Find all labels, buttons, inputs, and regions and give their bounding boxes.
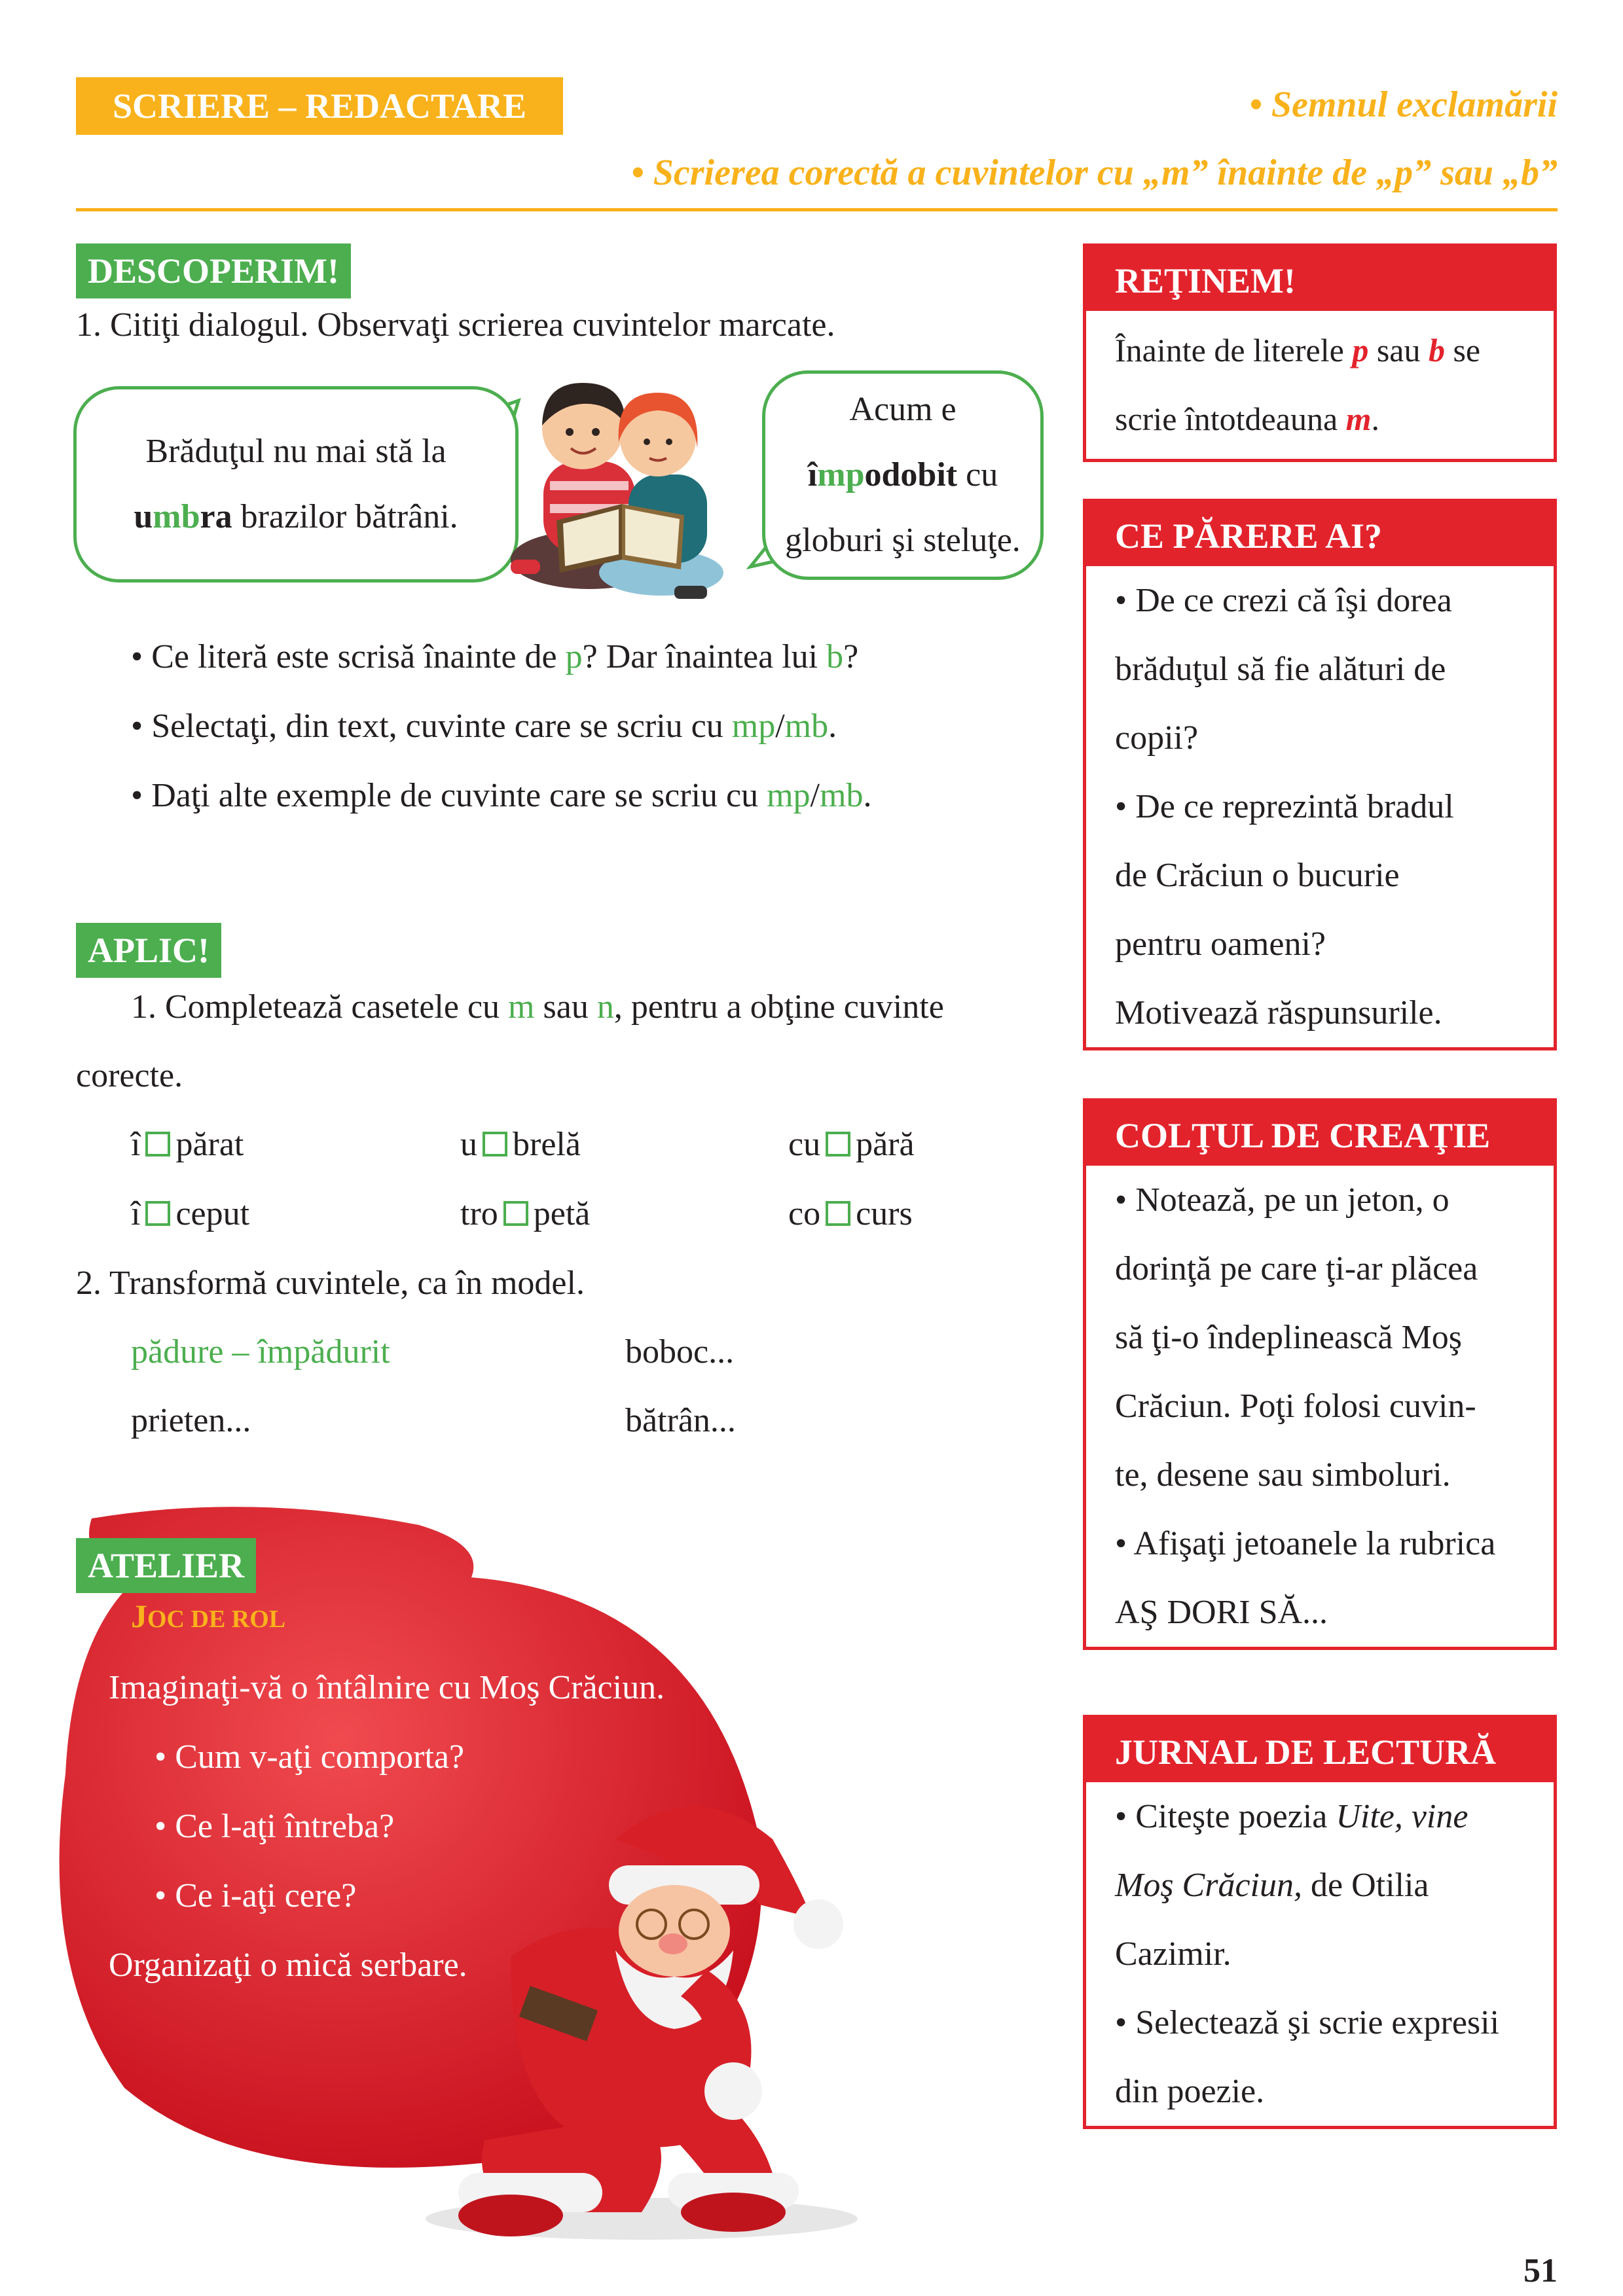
page-number: 51	[1523, 2252, 1558, 2289]
transform-item: boboc...	[625, 1333, 735, 1371]
creatie-line: dorinţă pe care ţi-ar plăcea	[1115, 1250, 1478, 1287]
fill-word[interactable]: u brelă	[460, 1126, 581, 1163]
creatie-line: te, desene sau simboluri.	[1115, 1456, 1451, 1494]
jurnal-line: • Selectează şi scrie expresii	[1115, 2004, 1500, 2041]
letter-box[interactable]	[483, 1132, 507, 1157]
creatie-title: COLŢUL DE CREAŢIE	[1086, 1102, 1554, 1166]
jurnal-line: Cazimir.	[1115, 1935, 1231, 1973]
parere-title: CE PĂRERE AI?	[1086, 502, 1554, 566]
retinem-line1: Înainte de literele p sau b se	[1115, 332, 1481, 368]
header-divider	[76, 208, 1558, 211]
letter-box[interactable]	[145, 1201, 170, 1226]
atelier-bullet: • Cum v-aţi comporta?	[155, 1738, 465, 1776]
parere-line: pentru oameni?	[1115, 925, 1326, 963]
atelier-bullet: • Ce l-aţi întreba?	[155, 1808, 395, 1845]
letter-box[interactable]	[145, 1132, 170, 1157]
parere-line: Motivează răspunsurile.	[1115, 994, 1442, 1031]
bubble-left-line1: Brăduţul nu mai stă la	[145, 433, 447, 470]
letter-box[interactable]	[503, 1201, 528, 1226]
creatie-line: • Afişaţi jetoanele la rubrica	[1115, 1525, 1496, 1562]
apply-tag: APLIC!	[76, 923, 221, 978]
atelier-bullet: • Ce i-aţi cere?	[155, 1877, 357, 1914]
fill-word[interactable]: co curs	[788, 1195, 913, 1232]
creatie-line: să ţi-o îndeplinească Moş	[1115, 1319, 1462, 1356]
speech-bubble-right	[762, 370, 1044, 580]
topic-m-before-p-b: • Scrierea corectă a cuvintelor cu „m” înainte de „p” sau „b”	[631, 152, 1558, 193]
parere-box	[1083, 499, 1557, 1050]
parere-line: • De ce crezi că îşi dorea	[1115, 582, 1452, 619]
retinem-line2: scrie întotdeauna m.	[1115, 401, 1380, 437]
topic-exclamation: • Semnul exclamării	[1249, 84, 1558, 125]
section-tag: SCRIERE – REDACTARE	[76, 77, 563, 135]
apply-exercise-2: 2. Transformă cuvintele, ca în model.	[76, 1265, 585, 1302]
retinem-box	[1083, 243, 1557, 462]
atelier-outro: Organizaţi o mică serbare.	[109, 1946, 467, 1984]
jurnal-title: JURNAL DE LECTURĂ	[1086, 1718, 1554, 1782]
creatie-box	[1083, 1098, 1557, 1650]
question-1: • Ce literă este scrisă înainte de p? Dar înaintea lui b?	[131, 638, 859, 675]
parere-line: brăduţul să fie alături de	[1115, 651, 1446, 688]
atelier-tag: ATELIER	[76, 1538, 256, 1593]
jurnal-line: din poezie.	[1115, 2073, 1265, 2110]
letter-box[interactable]	[826, 1201, 850, 1226]
question-3: • Daţi alte exemple de cuvinte care se scriu cu mp/mb.	[131, 777, 872, 814]
transform-item: bătrân...	[625, 1402, 736, 1439]
bubble-left-line2: umbra brazilor bătrâni.	[134, 498, 458, 535]
parere-line: de Crăciun o bucurie	[1115, 857, 1400, 894]
atelier-subtitle: JOC DE ROL	[131, 1598, 286, 1634]
creatie-line: AŞ DORI SĂ...	[1115, 1594, 1328, 1631]
fill-word[interactable]: cu pără	[788, 1126, 915, 1163]
atelier-intro: Imaginaţi-vă o întâlnire cu Moş Crăciun.	[109, 1669, 665, 1706]
transform-item: prieten...	[131, 1402, 251, 1439]
children-reading-illustration	[498, 363, 740, 612]
fill-word[interactable]: î părat	[131, 1126, 244, 1163]
creatie-line: Crăciun. Poţi folosi cuvin-	[1115, 1388, 1476, 1425]
bubble-right-line2: împodobit cu	[807, 456, 998, 493]
question-2: • Selectaţi, din text, cuvinte care se scriu cu mp/mb.	[131, 708, 837, 745]
fill-word[interactable]: tro petă	[460, 1195, 591, 1232]
bubble-right-line1: Acum e	[849, 391, 957, 428]
fill-word[interactable]: î ceput	[131, 1195, 250, 1232]
discover-instruction: 1. Citiţi dialogul. Observaţi scrierea cuvintelor marcate.	[76, 306, 835, 344]
retinem-title: REŢINEM!	[1086, 247, 1554, 311]
apply-exercise-1-cont: corecte.	[76, 1057, 183, 1094]
discover-tag: DESCOPERIM!	[76, 243, 351, 298]
transform-model: pădure – împădurit	[131, 1333, 390, 1371]
parere-line: • De ce reprezintă bradul	[1115, 788, 1454, 825]
jurnal-box	[1083, 1715, 1557, 2129]
bubble-right-line3: globuri şi steluţe.	[785, 522, 1021, 559]
jurnal-line: • Citeşte poezia Uite, vine	[1115, 1798, 1468, 1835]
parere-line: copii?	[1115, 719, 1199, 757]
jurnal-line: Moş Crăciun, de Otilia	[1115, 1867, 1429, 1904]
apply-exercise-1: 1. Completează casetele cu m sau n, pentru a obţine cuvinte	[131, 988, 944, 1026]
speech-bubble-left	[73, 386, 519, 583]
creatie-line: • Notează, pe un jeton, o	[1115, 1181, 1450, 1219]
letter-box[interactable]	[826, 1132, 850, 1157]
